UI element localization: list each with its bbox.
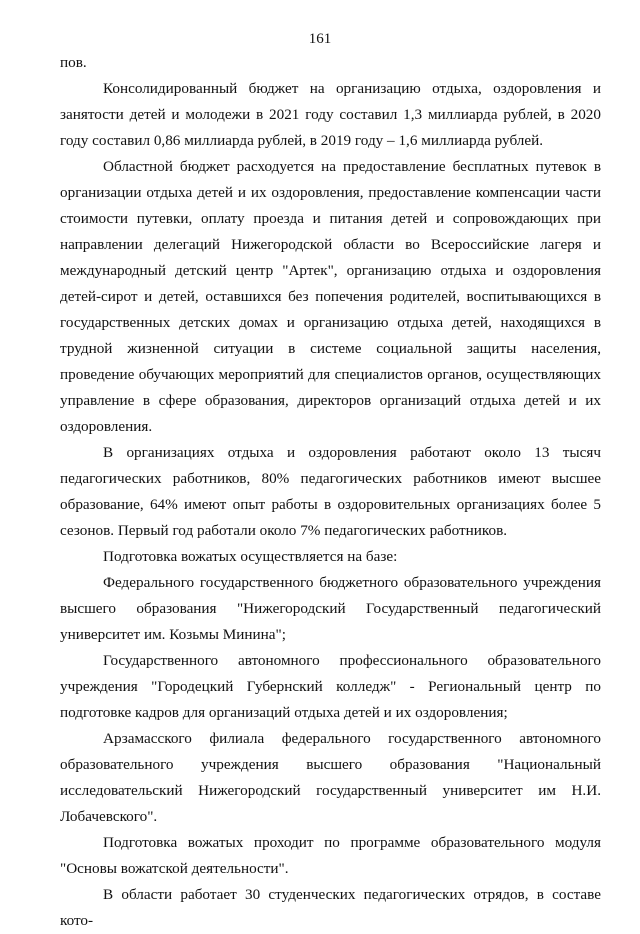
- paragraph-continuation: пов.: [60, 54, 87, 71]
- paragraph-pedagogical-staff: В организациях отдыха и оздоровления работают около 13 тысяч педагогических работников, 80% педагогических работников имеют высшее образование, 64% имеют опыт работы в оздоровительных организациях более 5 сезонов. Первый год работали около 7% педагогических работников.: [60, 444, 601, 539]
- page-number: 161: [308, 31, 332, 47]
- paragraph-student-teams: В области работает 30 студенческих педагогических отрядов, в составе кото-: [60, 886, 601, 929]
- paragraph-training-program: Подготовка вожатых проходит по программе образовательного модуля "Основы вожатской деятельности".: [60, 834, 601, 877]
- page-content: [60, 50, 601, 934]
- paragraph-regional-budget: Областной бюджет расходуется на предоставление бесплатных путевок в организации отдыха детей и их оздоровления, предоставление компенсации части стоимости путевки, оплату проезда и питания детей и сопровождающих при направлении делегаций Нижегородской области во Всероссийские лагеря и международный детский центр "Артек", организацию отдыха и оздоровления детей-сирот и детей, оставшихся без попечения родителей, воспитывающихся в государственных детских домах и организацию отдыха детей, находящихся в трудной жизненной ситуации в системе социальной защиты населения, проведение обучающих мероприятий для специалистов органов, осуществляющих управление в сфере образования, директоров организаций отдыха детей и их оздоровления.: [60, 158, 601, 435]
- paragraph-consolidated-budget: Консолидированный бюджет на организацию отдыха, оздоровления и занятости детей и молодежи в 2021 году составил 1,3 миллиарда рублей, в 2020 году составил 0,86 миллиарда рублей, в 2019 году – 1,6 миллиарда рублей.: [60, 80, 601, 149]
- paragraph-counselor-training-intro: Подготовка вожатых осуществляется на базе:: [103, 548, 398, 565]
- paragraph-minin-university: Федерального государственного бюджетного образовательного учреждения высшего образования "Нижегородский Государственный педагогический университет им. Козьмы Минина";: [60, 574, 601, 643]
- paragraph-gorodets-college: Государственного автономного профессионального образовательного учреждения "Городецкий Губернский колледж" - Региональный центр по подготовке кадров для организаций отдыха детей и их оздоровления;: [60, 652, 601, 721]
- paragraph-arzamas-branch: Арзамасского филиала федерального государственного автономного образовательного учреждения высшего образования "Национальный исследовательский Нижегородский государственный университет им Н.И. Лобачевского".: [60, 730, 601, 825]
